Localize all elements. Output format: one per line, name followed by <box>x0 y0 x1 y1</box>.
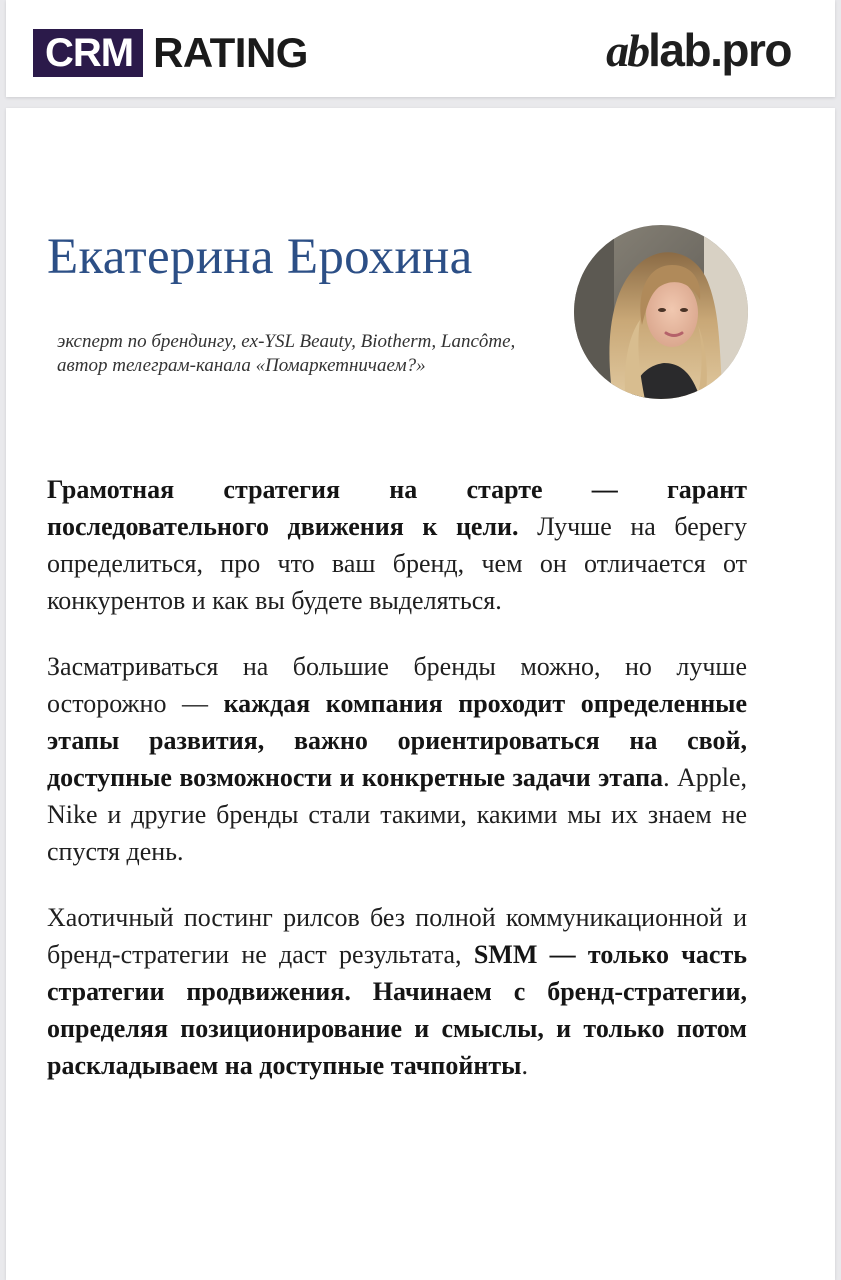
crm-logo-box: CRM <box>33 29 143 77</box>
paragraph-2-bold: каждая компания проходит определенные этапы развития, важно ориентироваться на свой, доступные возможности и конкретные задачи этапа <box>47 689 748 792</box>
paragraph-1-bold: Грамотная стратегия на старте — гарант последовательного движения к цели. <box>47 475 747 541</box>
paragraph-3-bold: SMM — только часть стратегии продвижения. Начинаем с бренд-стратегии, определяя позиционирование и смыслы, и только потом раскладываем на доступные тачпойнты <box>47 940 747 1080</box>
paragraph-1 <box>47 471 747 619</box>
expert-name: Екатерина Ерохина <box>47 229 473 285</box>
paragraph-3-end: . <box>521 1051 528 1080</box>
expert-bio: эксперт по брендингу, ex-YSL Beauty, Biotherm, Lancôme, автор телеграм-канала «Помаркетничаем?» <box>57 331 516 376</box>
ablab-logo-ab: ab <box>606 25 649 76</box>
crm-logo-text: RATING <box>153 29 308 76</box>
paragraph-2 <box>47 648 747 870</box>
paragraph-2-text-b: . Apple, Nike и другие бренды стали такими, какими мы их знаем не спустя день. <box>47 763 748 866</box>
paragraph-1-text: Лучше на берегу определиться, про что ваш бренд, чем он отличается от конкурентов и как вы будете выделяться. <box>47 512 747 615</box>
article-card <box>6 108 835 1280</box>
paragraph-2-text-a: Засматриваться на большие бренды можно, но лучше осторожно — <box>47 652 747 718</box>
crm-rating-logo[interactable] <box>33 29 308 77</box>
ablab-logo[interactable] <box>606 24 791 77</box>
portrait-photo <box>574 225 748 399</box>
ablab-logo-rest: lab.pro <box>648 24 791 76</box>
portrait-photo-graphic <box>574 225 748 399</box>
paragraph-3-text: Хаотичный постинг рилсов без полной коммуникационной и бренд-стратегии не даст результата, <box>47 903 747 969</box>
article-body <box>47 471 747 1113</box>
paragraph-3 <box>47 899 747 1084</box>
header-bar <box>6 0 835 97</box>
